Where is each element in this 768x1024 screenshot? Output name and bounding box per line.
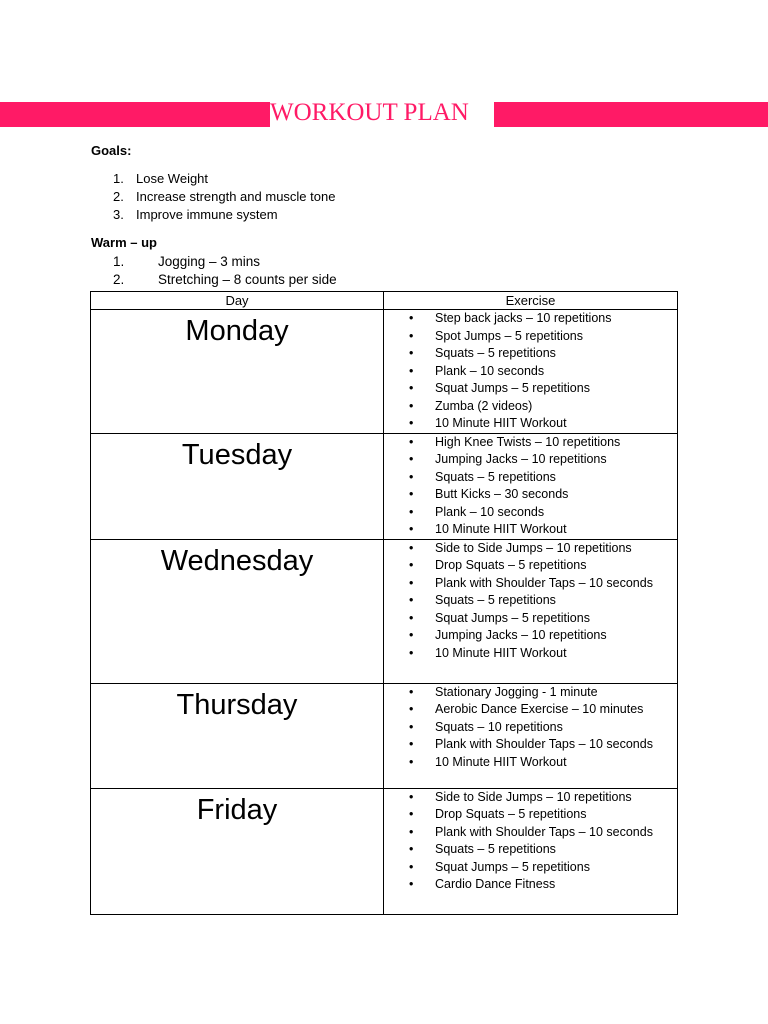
exercise-item: • High Knee Twists – 10 repetitions — [384, 434, 673, 452]
day-cell — [91, 539, 384, 683]
exercise-cell — [384, 310, 678, 434]
table-row — [91, 310, 678, 434]
goals-list — [91, 170, 335, 224]
column-header-exercise: Exercise — [384, 292, 678, 310]
exercise-item: • Jumping Jacks – 10 repetitions — [384, 451, 673, 469]
list-item — [91, 170, 335, 188]
exercise-item: • Plank with Shoulder Taps – 10 seconds — [384, 824, 673, 842]
list-text: Stretching – 8 counts per side — [158, 272, 337, 287]
exercise-item: • Stationary Jogging - 1 minute — [384, 684, 673, 702]
exercise-item: • Squats – 5 repetitions — [384, 469, 673, 487]
exercise-item: • 10 Minute HIIT Workout — [384, 521, 673, 539]
list-text: Jogging – 3 mins — [158, 254, 261, 269]
exercise-item: • Jumping Jacks – 10 repetitions — [384, 627, 673, 645]
table-row — [91, 539, 678, 683]
exercise-item: • Squats – 5 repetitions — [384, 841, 673, 859]
page-title: WORKOUT PLAN — [270, 99, 469, 126]
table-row — [91, 683, 678, 788]
exercise-item: • Drop Squats – 5 repetitions — [384, 557, 673, 575]
day-name: Thursday — [176, 688, 298, 721]
exercise-cell — [384, 788, 678, 914]
exercise-list — [384, 540, 677, 663]
exercise-item: • Squats – 5 repetitions — [384, 592, 673, 610]
exercise-item: • Squat Jumps – 5 repetitions — [384, 859, 673, 877]
list-number: 1. — [113, 254, 125, 269]
exercise-item: • Spot Jumps – 5 repetitions — [384, 328, 673, 346]
exercise-item: • 10 Minute HIIT Workout — [384, 645, 673, 663]
exercise-item: • Step back jacks – 10 repetitions — [384, 310, 673, 328]
exercise-item: • Side to Side Jumps – 10 repetitions — [384, 540, 673, 558]
exercise-item: • Side to Side Jumps – 10 repetitions — [384, 789, 673, 807]
day-name: Wednesday — [160, 544, 314, 577]
list-item — [91, 206, 335, 224]
day-name: Friday — [196, 793, 278, 826]
exercise-list — [384, 310, 677, 433]
goals-heading: Goals: — [91, 143, 132, 158]
table-header-row — [91, 292, 678, 310]
exercise-cell — [384, 683, 678, 788]
table-row — [91, 433, 678, 539]
list-number: 3. — [113, 207, 124, 222]
title-bar-left — [0, 102, 270, 127]
exercise-item: • Zumba (2 videos) — [384, 398, 673, 416]
day-cell — [91, 433, 384, 539]
list-text: Improve immune system — [136, 207, 278, 222]
exercise-item: • Squats – 10 repetitions — [384, 719, 673, 737]
list-text: Increase strength and muscle tone — [136, 189, 336, 204]
day-cell — [91, 788, 384, 914]
exercise-item: • Squat Jumps – 5 repetitions — [384, 380, 673, 398]
list-item — [91, 188, 335, 206]
day-cell — [91, 310, 384, 434]
list-text: Lose Weight — [136, 171, 209, 186]
exercise-item: • 10 Minute HIIT Workout — [384, 415, 673, 433]
exercise-cell — [384, 539, 678, 683]
list-number: 2. — [113, 189, 124, 204]
workout-table — [90, 291, 678, 915]
exercise-list — [384, 684, 677, 772]
day-name: Tuesday — [181, 438, 293, 471]
exercise-item: • Aerobic Dance Exercise – 10 minutes — [384, 701, 673, 719]
exercise-list — [384, 789, 677, 894]
exercise-item: • Squats – 5 repetitions — [384, 345, 673, 363]
exercise-item: • Plank – 10 seconds — [384, 363, 673, 381]
exercise-item: • Plank – 10 seconds — [384, 504, 673, 522]
table-row — [91, 788, 678, 914]
exercise-list — [384, 434, 677, 539]
title-bar-right — [494, 102, 768, 127]
warmup-heading: Warm – up — [91, 235, 157, 250]
day-name: Monday — [185, 315, 289, 347]
exercise-item: • Cardio Dance Fitness — [384, 876, 673, 894]
exercise-item: • 10 Minute HIIT Workout — [384, 754, 673, 772]
exercise-item: • Squat Jumps – 5 repetitions — [384, 610, 673, 628]
exercise-item: • Drop Squats – 5 repetitions — [384, 806, 673, 824]
list-number: 2. — [113, 272, 125, 287]
exercise-cell — [384, 433, 678, 539]
column-header-day: Day — [91, 292, 384, 310]
exercise-item: • Plank with Shoulder Taps – 10 seconds — [384, 575, 673, 593]
day-cell — [91, 683, 384, 788]
exercise-item: • Butt Kicks – 30 seconds — [384, 486, 673, 504]
exercise-item: • Plank with Shoulder Taps – 10 seconds — [384, 736, 673, 754]
list-number: 1. — [113, 171, 124, 186]
